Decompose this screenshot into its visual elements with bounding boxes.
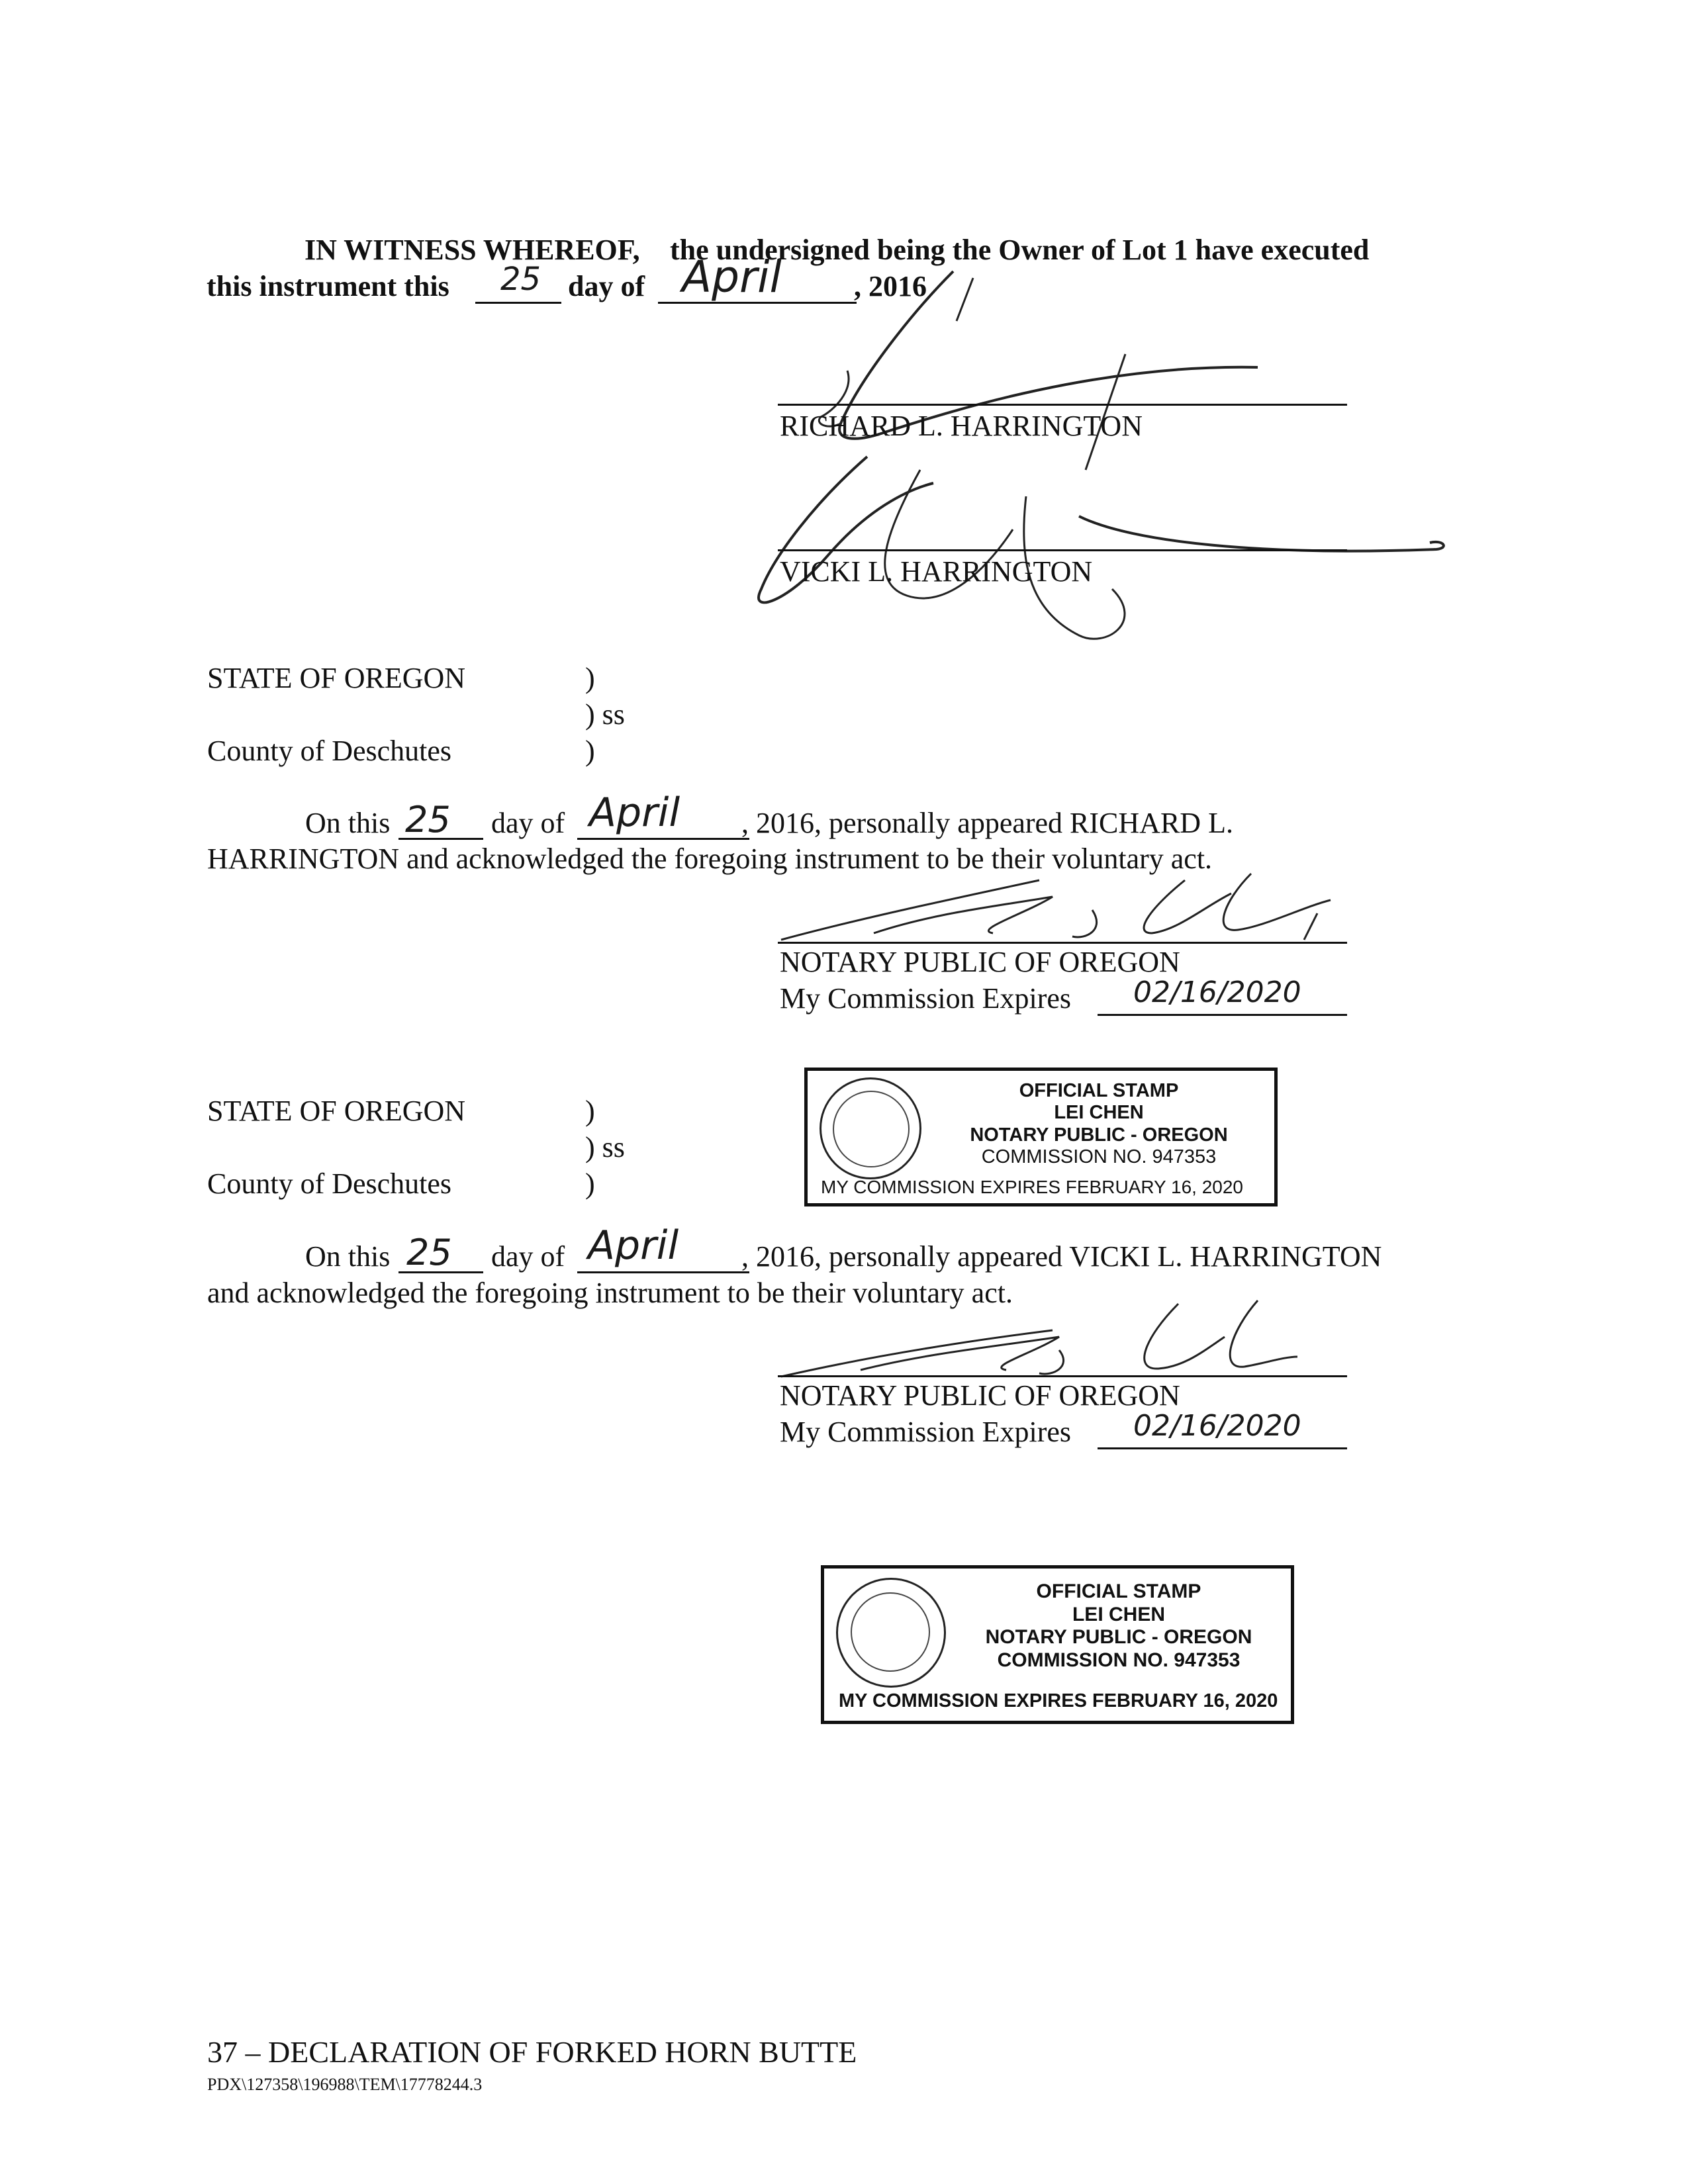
stamp-2-text	[953, 1580, 1284, 1672]
notary-stamp-1	[804, 1068, 1278, 1206]
richard-signature-line	[778, 404, 1347, 406]
ack2-paren-bottom: )	[585, 1167, 595, 1200]
ack2-expires-label: My Commission Expires	[780, 1416, 1072, 1448]
ack2-paren-top: )	[585, 1095, 595, 1127]
witness-line2-b: day of	[568, 270, 645, 302]
stamp-2-line4: COMMISSION NO. 947353	[997, 1649, 1241, 1671]
ack2-county: County of Deschutes	[207, 1167, 452, 1200]
ack1-notary-line	[778, 942, 1347, 944]
ack1-paren-bottom: )	[585, 735, 595, 767]
ack1-state: STATE OF OREGON	[207, 662, 466, 694]
ack2-day-handwritten: 25	[406, 1232, 452, 1273]
witness-line2-a: this instrument this	[207, 270, 449, 302]
witness-heading-bold: IN WITNESS WHEREOF,	[305, 234, 640, 266]
ack1-expires-handwritten: 02/16/2020	[1133, 976, 1301, 1009]
stamp-1-line4: COMMISSION NO. 947353	[981, 1146, 1217, 1168]
stamp-2-line3: NOTARY PUBLIC - OREGON	[985, 1626, 1252, 1648]
richard-name: RICHARD L. HARRINGTON	[780, 410, 1143, 442]
vicki-name: VICKI L. HARRINGTON	[780, 555, 1093, 588]
ack2-rest1: , 2016, personally appeared VICKI L. HARRINGTON	[741, 1240, 1382, 1273]
footer-title: 37 – DECLARATION OF FORKED HORN BUTTE	[207, 2035, 857, 2069]
ack1-line2: HARRINGTON and acknowledged the foregoing instrument to be their voluntary act.	[207, 842, 1213, 875]
ack1-notary-label: NOTARY PUBLIC OF OREGON	[780, 946, 1180, 978]
ack1-on-this: On this	[305, 807, 391, 839]
ack2-state: STATE OF OREGON	[207, 1095, 466, 1127]
oregon-seal-inner-ring	[851, 1592, 930, 1672]
ack1-ss: ) ss	[585, 698, 625, 731]
vicki-signature-line	[778, 549, 1347, 551]
ack2-on-this: On this	[305, 1240, 391, 1273]
witness-day-handwritten: 25	[500, 261, 541, 298]
stamp-2-line2: LEI CHEN	[1072, 1603, 1165, 1625]
ack1-county: County of Deschutes	[207, 735, 452, 767]
ack1-notary-signature	[774, 867, 1344, 946]
ack2-notary-label: NOTARY PUBLIC OF OREGON	[780, 1379, 1180, 1412]
ack1-paren-top: )	[585, 662, 595, 694]
stamp-2-line5: MY COMMISSION EXPIRES FEBRUARY 16, 2020	[839, 1690, 1278, 1711]
ack1-day-handwritten: 25	[405, 799, 451, 841]
ack2-expires-blank	[1098, 1447, 1347, 1449]
stamp-1-text	[933, 1080, 1264, 1168]
stamp-2-line1: OFFICIAL STAMP	[1036, 1580, 1201, 1602]
oregon-seal-inner-ring	[833, 1091, 910, 1167]
ack1-rest1: , 2016, personally appeared RICHARD L.	[741, 807, 1233, 839]
ack1-expires-blank	[1098, 1014, 1347, 1016]
notary-stamp-2	[821, 1565, 1294, 1724]
ack2-ss: ) ss	[585, 1131, 625, 1163]
stamp-1-line3: NOTARY PUBLIC - OREGON	[970, 1124, 1228, 1146]
ack2-day-of: day of	[491, 1240, 565, 1273]
witness-month-handwritten: April	[682, 251, 782, 302]
ack2-notary-line	[778, 1375, 1347, 1377]
witness-day-blank	[475, 302, 561, 304]
ack1-day-of: day of	[491, 807, 565, 839]
ack2-expires-handwritten: 02/16/2020	[1133, 1409, 1301, 1443]
ack1-expires-label: My Commission Expires	[780, 982, 1072, 1015]
ack2-month-handwritten: April	[588, 1222, 679, 1269]
witness-line2-c: , 2016	[854, 270, 927, 302]
stamp-1-line1: OFFICIAL STAMP	[1019, 1080, 1179, 1101]
ack1-month-blank	[577, 838, 749, 840]
ack2-notary-signature	[774, 1297, 1344, 1383]
footer-doc-id: PDX\127358\196988\TEM\17778244.3	[207, 2075, 483, 2094]
ack2-line2: and acknowledged the foregoing instrument to be their voluntary act.	[207, 1277, 1013, 1309]
ack1-month-handwritten: April	[589, 790, 680, 836]
ack2-month-blank	[577, 1271, 749, 1273]
stamp-1-line5: MY COMMISSION EXPIRES FEBRUARY 16, 2020	[821, 1177, 1243, 1197]
stamp-1-line2: LEI CHEN	[1054, 1102, 1144, 1124]
witness-heading-rest: the undersigned being the Owner of Lot 1 have executed	[670, 234, 1370, 266]
